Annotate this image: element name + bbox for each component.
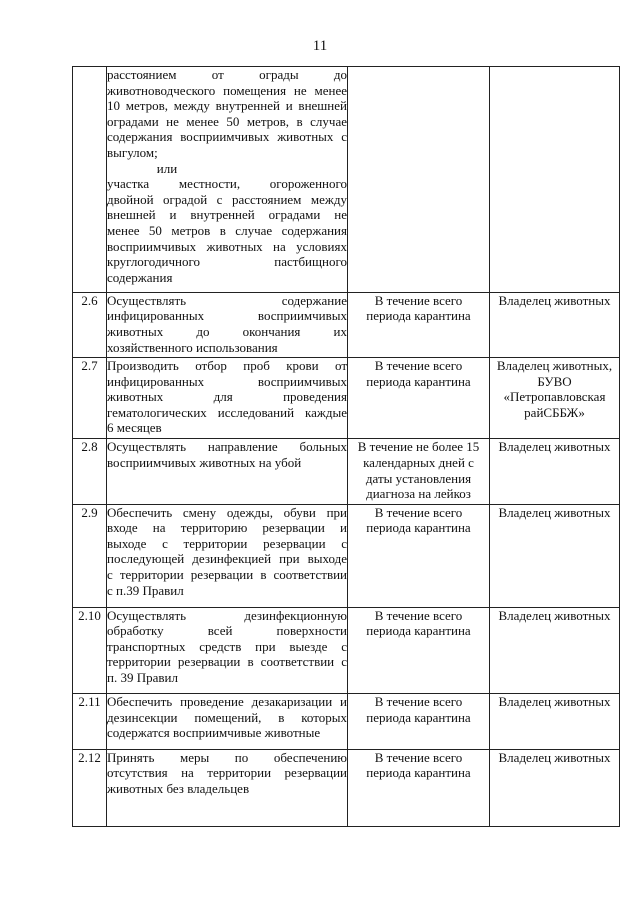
term-cell (348, 749, 490, 826)
responsible-text-line: Владелец животных (498, 607, 611, 623)
measures-table (72, 66, 620, 827)
action-text-line: с п.39 Правил (107, 582, 184, 598)
responsible-cell (490, 67, 620, 293)
action-text-line: участка местности, огороженного (107, 176, 347, 192)
term-cell (348, 694, 490, 750)
action-text-line: выходе с территории резервации с (107, 535, 347, 551)
responsible-text-line: БУВО (537, 373, 572, 389)
term-text-line: периода карантина (366, 623, 471, 639)
term-text-line: периода карантина (366, 308, 471, 324)
action-text-line: территории резервации в соответствии с (107, 654, 347, 670)
action-text-line: животных для проведения (107, 389, 347, 405)
responsible-text-line: Владелец животных (498, 749, 611, 765)
term-text-line: В течение всего (374, 358, 463, 374)
row-number-cell: 2.8 (73, 439, 107, 504)
term-text-line: В течение не более 15 (357, 439, 480, 455)
action-text-line: гематологических исследований каждые (107, 404, 347, 420)
row-number-cell: 2.6 (73, 292, 107, 357)
table-row (73, 439, 620, 504)
action-text-line: 6 месяцев (107, 420, 162, 436)
table-row (73, 607, 620, 694)
responsible-cell (490, 292, 620, 357)
action-cell (107, 749, 348, 826)
responsible-cell (490, 749, 620, 826)
action-text-line: или (156, 160, 178, 176)
action-cell (107, 607, 348, 694)
responsible-text-line: райСББЖ» (524, 404, 585, 420)
responsible-cell (490, 607, 620, 694)
action-text-line: транспортных средств при выезде с (107, 638, 347, 654)
action-text-line: восприимчивых животных на условиях (107, 238, 347, 254)
action-text-line: выгулом; (107, 144, 158, 160)
term-text-line: даты установления (365, 470, 472, 486)
action-text-line: отсутствия на территории резервации (107, 765, 347, 781)
term-cell (348, 358, 490, 439)
term-text-line: В течение всего (374, 607, 463, 623)
action-text-line: животных без владельцев (107, 780, 250, 796)
action-cell (107, 67, 348, 293)
action-text-line: хозяйственного использования (107, 339, 278, 355)
responsible-cell (490, 358, 620, 439)
responsible-text-line: Владелец животных (498, 439, 611, 455)
action-text-line: животных до окончания их (107, 324, 347, 340)
term-cell (348, 607, 490, 694)
action-cell (107, 439, 348, 504)
table-row (73, 292, 620, 357)
action-text-line: Производить отбор проб крови от (107, 358, 347, 374)
term-text-line: диагноза на лейкоз (366, 486, 471, 502)
term-text-line: периода карантина (366, 709, 471, 725)
responsible-cell (490, 694, 620, 750)
responsible-text-line: Владелец животных, (496, 358, 613, 374)
responsible-text-line: Владелец животных (498, 292, 611, 308)
term-text-line: В течение всего (374, 749, 463, 765)
action-text-line: Осуществлять направление больных (107, 439, 347, 455)
table-row (73, 694, 620, 750)
action-text-line: Осуществлять содержание (107, 292, 347, 308)
table-row-continuation (73, 67, 620, 293)
table-row (73, 358, 620, 439)
responsible-text-line: Владелец животных (498, 694, 611, 710)
action-text-line: содержания (107, 269, 173, 285)
term-text-line: В течение всего (374, 292, 463, 308)
action-text-line: инфицированных восприимчивых (107, 308, 347, 324)
action-text-line: содержания восприимчивых животных с (107, 129, 347, 145)
term-text-line: периода карантина (366, 765, 471, 781)
term-text-line: периода карантина (366, 373, 471, 389)
term-cell (348, 439, 490, 504)
row-number-cell: 2.10 (73, 607, 107, 694)
action-text-line: последующей дезинфекцией при выходе (107, 551, 347, 567)
term-cell (348, 67, 490, 293)
term-text-line: В течение всего (374, 504, 463, 520)
responsible-cell (490, 439, 620, 504)
term-text-line: В течение всего (374, 694, 463, 710)
row-number-cell (73, 67, 107, 293)
action-cell (107, 694, 348, 750)
action-text-line: менее 50 метров в случае содержания (107, 222, 347, 238)
action-text-line: инфицированных восприимчивых (107, 373, 347, 389)
row-number-cell: 2.12 (73, 749, 107, 826)
row-number-cell: 2.9 (73, 504, 107, 607)
page-number: 11 (312, 38, 328, 54)
action-text-line: содержатся восприимчивые животные (107, 725, 321, 741)
term-cell (348, 504, 490, 607)
action-text-line: внешней и внутренней оградами не (107, 207, 347, 223)
action-text-line: круглогодичного пастбищного (107, 254, 347, 270)
term-text-line: периода карантина (366, 520, 471, 536)
action-cell (107, 358, 348, 439)
action-text-line: входе на территорию резервации и (107, 520, 347, 536)
action-text-line: оградами не менее 50 метров, в случае (107, 113, 347, 129)
action-cell (107, 504, 348, 607)
action-text-line: Обеспечить проведение дезакаризации и (107, 694, 347, 710)
action-text-line: 10 метров, между внутренней и внешней (107, 98, 347, 114)
action-text-line: Обеспечить смену одежды, обуви при (107, 504, 347, 520)
table-row (73, 749, 620, 826)
table-row (73, 504, 620, 607)
responsible-text-line: Владелец животных (498, 504, 611, 520)
responsible-text-line: «Петропавловская (503, 389, 606, 405)
action-cell (107, 292, 348, 357)
action-text-line: дезинсекции помещений, в которых (107, 709, 347, 725)
action-text-line: животноводческого помещения не менее (107, 82, 347, 98)
row-number-cell: 2.11 (73, 694, 107, 750)
action-text-line: расстоянием от ограды до (107, 67, 347, 82)
action-text-line: двойной оградой с расстоянием между (107, 191, 347, 207)
responsible-cell (490, 504, 620, 607)
term-text-line: календарных дней с (363, 454, 474, 470)
action-text-line: с территории резервации в соответствии (107, 567, 347, 583)
action-text-line: Осуществлять дезинфекционную (107, 607, 347, 623)
row-number-cell: 2.7 (73, 358, 107, 439)
action-text-line: п. 39 Правил (107, 669, 178, 685)
action-text-line: Принять меры по обеспечению (107, 749, 347, 765)
action-text-line: восприимчивых животных на убой (107, 454, 302, 470)
term-cell (348, 292, 490, 357)
action-text-line: обработку всей поверхности (107, 623, 347, 639)
